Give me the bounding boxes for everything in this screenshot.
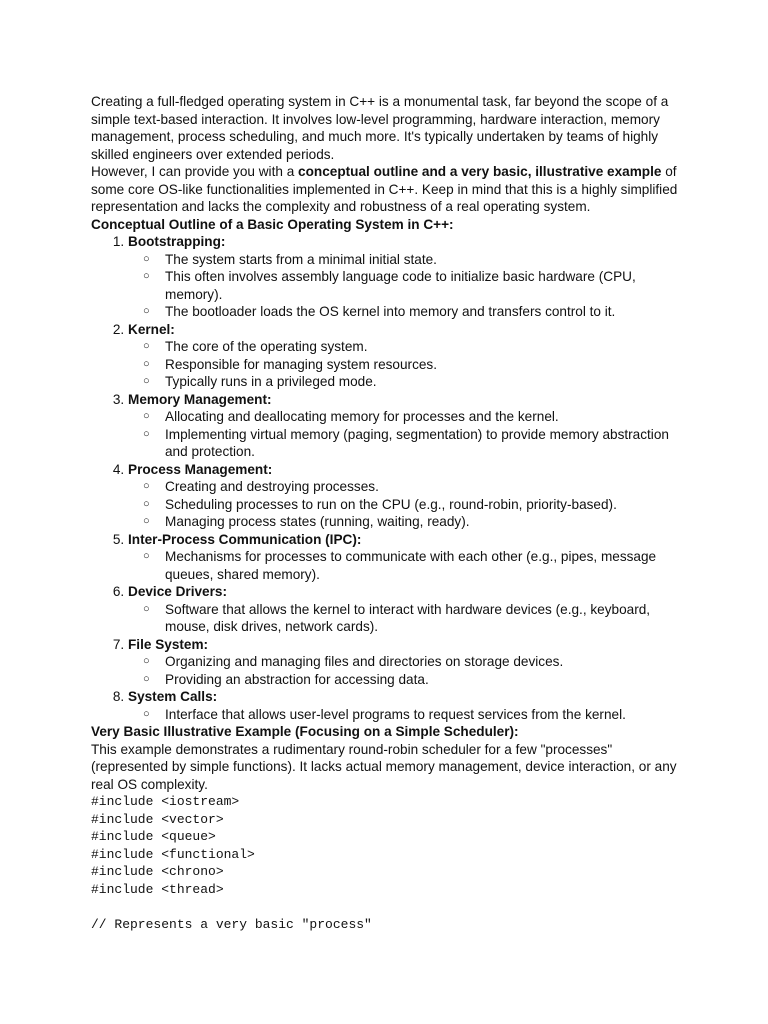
outline-subpoint-list xyxy=(128,601,691,636)
outline-item xyxy=(128,583,691,636)
outline-subpoint: ○ The core of the operating system. xyxy=(165,338,691,356)
outline-subpoint-list xyxy=(128,653,691,688)
intro-offer-emphasis: conceptual outline and a very basic, illustrative example xyxy=(298,164,662,179)
outline-subpoint: ○ Organizing and managing files and directories on storage devices. xyxy=(165,653,691,671)
outline-subpoint: ○ Mechanisms for processes to communicate with each other (e.g., pipes, message queues, shared memory). xyxy=(165,548,691,583)
outline-item xyxy=(128,321,691,391)
intro-paragraph: Creating a full-fledged operating system in C++ is a monumental task, far beyond the scope of a simple text-based interaction. It involves low-level programming, hardware interaction, memory management, process scheduling, and much more. It's typically undertaken by teams of highly skilled engineers over extended periods. xyxy=(91,94,669,162)
outline-subpoint: ○ Implementing virtual memory (paging, segmentation) to provide memory abstraction and protection. xyxy=(165,426,691,461)
outline-subpoint: ○ Interface that allows user-level programs to request services from the kernel. xyxy=(165,706,691,724)
intro-offer-paragraph xyxy=(91,163,691,216)
document-page xyxy=(91,93,691,933)
outline-subpoint-list xyxy=(128,338,691,391)
outline-item-title: Device Drivers: xyxy=(128,584,227,599)
outline-list xyxy=(91,233,691,723)
outline-subpoint: ○ Software that allows the kernel to interact with hardware devices (e.g., keyboard, mouse, disk drives, network cards). xyxy=(165,601,691,636)
code-line: #include <iostream> xyxy=(91,794,240,809)
outline-item-title: System Calls: xyxy=(128,689,218,704)
outline-subpoint: ○ Scheduling processes to run on the CPU (e.g., round-robin, priority-based). xyxy=(165,496,691,514)
code-line: // Represents a very basic "process" xyxy=(91,916,372,932)
outline-item xyxy=(128,688,691,723)
example-description: This example demonstrates a rudimentary round-robin scheduler for a few "processes" (represented by simple functions). It lacks actual memory management, device interaction, or any real OS complexity. xyxy=(91,741,677,792)
intro-offer-text-end: of some core OS-like functionalities implemented in C++. Keep in mind that this is a highly simplified representation and lacks the complexity and robustness of a real operating system. xyxy=(91,164,678,214)
outline-item-title: Memory Management: xyxy=(128,391,272,407)
outline-subpoint: ○ Managing process states (running, waiting, ready). xyxy=(165,513,691,531)
outline-subpoint: ○ Responsible for managing system resources. xyxy=(165,356,691,374)
outline-subpoint: ○ This often involves assembly language code to initialize basic hardware (CPU, memory). xyxy=(165,268,691,303)
outline-subpoint: ○ Creating and destroying processes. xyxy=(165,478,691,496)
outline-subpoint-list xyxy=(128,548,691,583)
outline-item-title: Bootstrapping: xyxy=(128,234,226,249)
outline-subpoint: ○ Providing an abstraction for accessing data. xyxy=(165,671,691,689)
outline-subpoint-list xyxy=(128,706,691,724)
outline-subpoint: ○ Allocating and deallocating memory for processes and the kernel. xyxy=(165,408,691,426)
code-line: #include <vector> xyxy=(91,811,224,827)
outline-item xyxy=(128,391,691,461)
outline-item-title: File System: xyxy=(128,636,209,652)
code-block xyxy=(91,793,691,933)
example-heading: Very Basic Illustrative Example (Focusing on a Simple Scheduler): xyxy=(91,724,519,739)
outline-item xyxy=(128,636,691,689)
outline-subpoint-list xyxy=(128,478,691,531)
code-line: #include <functional> xyxy=(91,846,255,862)
code-line: #include <chrono> xyxy=(91,864,224,879)
code-line: #include <queue> xyxy=(91,829,216,844)
outline-subpoint: ○ Typically runs in a privileged mode. xyxy=(165,373,691,391)
outline-item xyxy=(128,531,691,584)
outline-item xyxy=(128,233,691,321)
outline-item-title: Inter-Process Communication (IPC): xyxy=(128,531,362,547)
outline-heading: Conceptual Outline of a Basic Operating System in C++: xyxy=(91,216,454,232)
outline-subpoint-list xyxy=(128,408,691,461)
outline-subpoint-list xyxy=(128,251,691,321)
outline-item-title: Kernel: xyxy=(128,321,175,337)
code-line: #include <thread> xyxy=(91,881,224,897)
outline-subpoint: ○ The bootloader loads the OS kernel into memory and transfers control to it. xyxy=(165,303,691,321)
outline-item xyxy=(128,461,691,531)
outline-subpoint: ○ The system starts from a minimal initial state. xyxy=(165,251,691,269)
outline-item-title: Process Management: xyxy=(128,461,273,477)
intro-offer-text: However, I can provide you with a xyxy=(91,164,299,179)
